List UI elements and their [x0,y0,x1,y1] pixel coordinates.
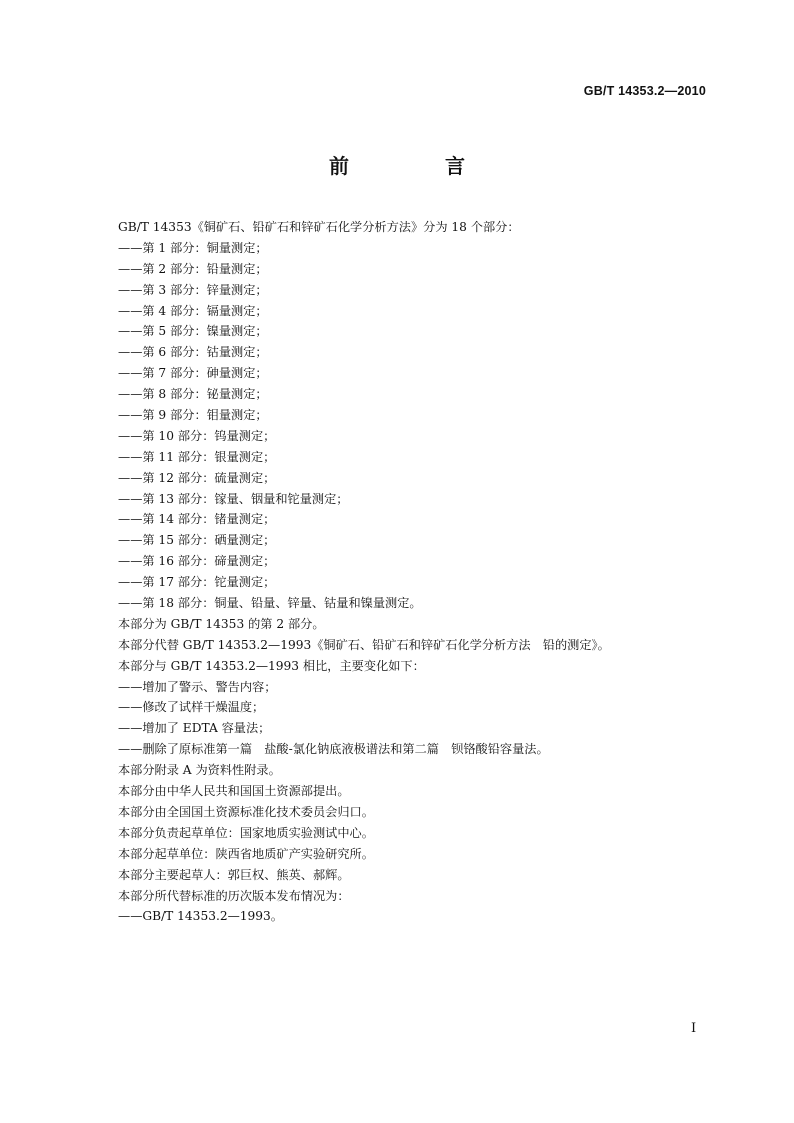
text-line: 本部分为 GB/T 14353 的第 2 部分。 [118,616,325,631]
text-line: ——第 7 部分：砷量测定； [118,366,268,381]
page-title: 前 言 [329,154,503,178]
text-line: 本部分主要起草人：郭巨权、熊英、郝辉。 [118,867,350,882]
text-line: ——第 13 部分：镓量、铟量和铊量测定； [118,491,349,506]
text-line: ——第 9 部分：钼量测定； [118,408,268,423]
foreword-body [118,217,718,927]
text-line: ——增加了 EDTA 容量法； [118,721,271,736]
text-line: ——第 16 部分：碲量测定； [118,554,276,569]
standard-code: GB/T 14353.2—2010 [583,84,706,98]
text-line: ——第 8 部分：铋量测定； [118,387,268,402]
text-line: ——第 5 部分：镍量测定； [118,324,268,339]
text-line: ——第 12 部分：硫量测定； [118,470,276,485]
text-line: ——GB/T 14353.2—1993。 [118,909,283,924]
text-line: ——第 3 部分：锌量测定； [118,282,268,297]
text-line: 本部分附录 A 为资料性附录。 [118,763,281,778]
text-line: ——修改了试样干燥温度； [118,700,265,715]
text-line: ——第 18 部分：铜量、铅量、锌量、钴量和镍量测定。 [118,596,422,611]
text-line: ——第 11 部分：银量测定； [118,449,276,464]
page-number: I [691,1021,697,1036]
text-line: 本部分起草单位：陕西省地质矿产实验研究所。 [118,846,374,861]
text-line: 本部分与 GB/T 14353.2—1993 相比，主要变化如下： [118,658,425,673]
text-line: ——第 14 部分：锗量测定； [118,512,276,527]
text-line: ——第 15 部分：硒量测定； [118,533,276,548]
text-line: 本部分负责起草单位：国家地质实验测试中心。 [118,825,374,840]
text-line: GB/T 14353《铜矿石、铅矿石和锌矿石化学分析方法》分为 18 个部分： [118,220,520,234]
text-line: ——第 17 部分：铊量测定； [118,575,276,590]
text-line: ——删除了原标准第一篇 盐酸-氯化钠底液极谱法和第二篇 钡铬酸铅容量法。 [118,742,549,757]
text-line: 本部分代替 GB/T 14353.2—1993《铜矿石、铅矿石和锌矿石化学分析方法 铅的测定》。 [118,637,610,652]
text-line: 本部分由中华人民共和国国土资源部提出。 [118,784,350,799]
text-line: ——第 6 部分：钴量测定； [118,345,268,360]
text-line: ——第 10 部分：钨量测定； [118,428,276,443]
text-line: ——增加了警示、警告内容； [118,679,277,694]
text-line: 本部分所代替标准的历次版本发布情况为： [118,888,350,903]
text-line: ——第 1 部分：铜量测定； [118,240,268,255]
text-line: 本部分由全国国土资源标准化技术委员会归口。 [118,804,374,819]
text-line: ——第 2 部分：铅量测定； [118,261,268,276]
text-line: ——第 4 部分：镉量测定； [118,303,268,318]
